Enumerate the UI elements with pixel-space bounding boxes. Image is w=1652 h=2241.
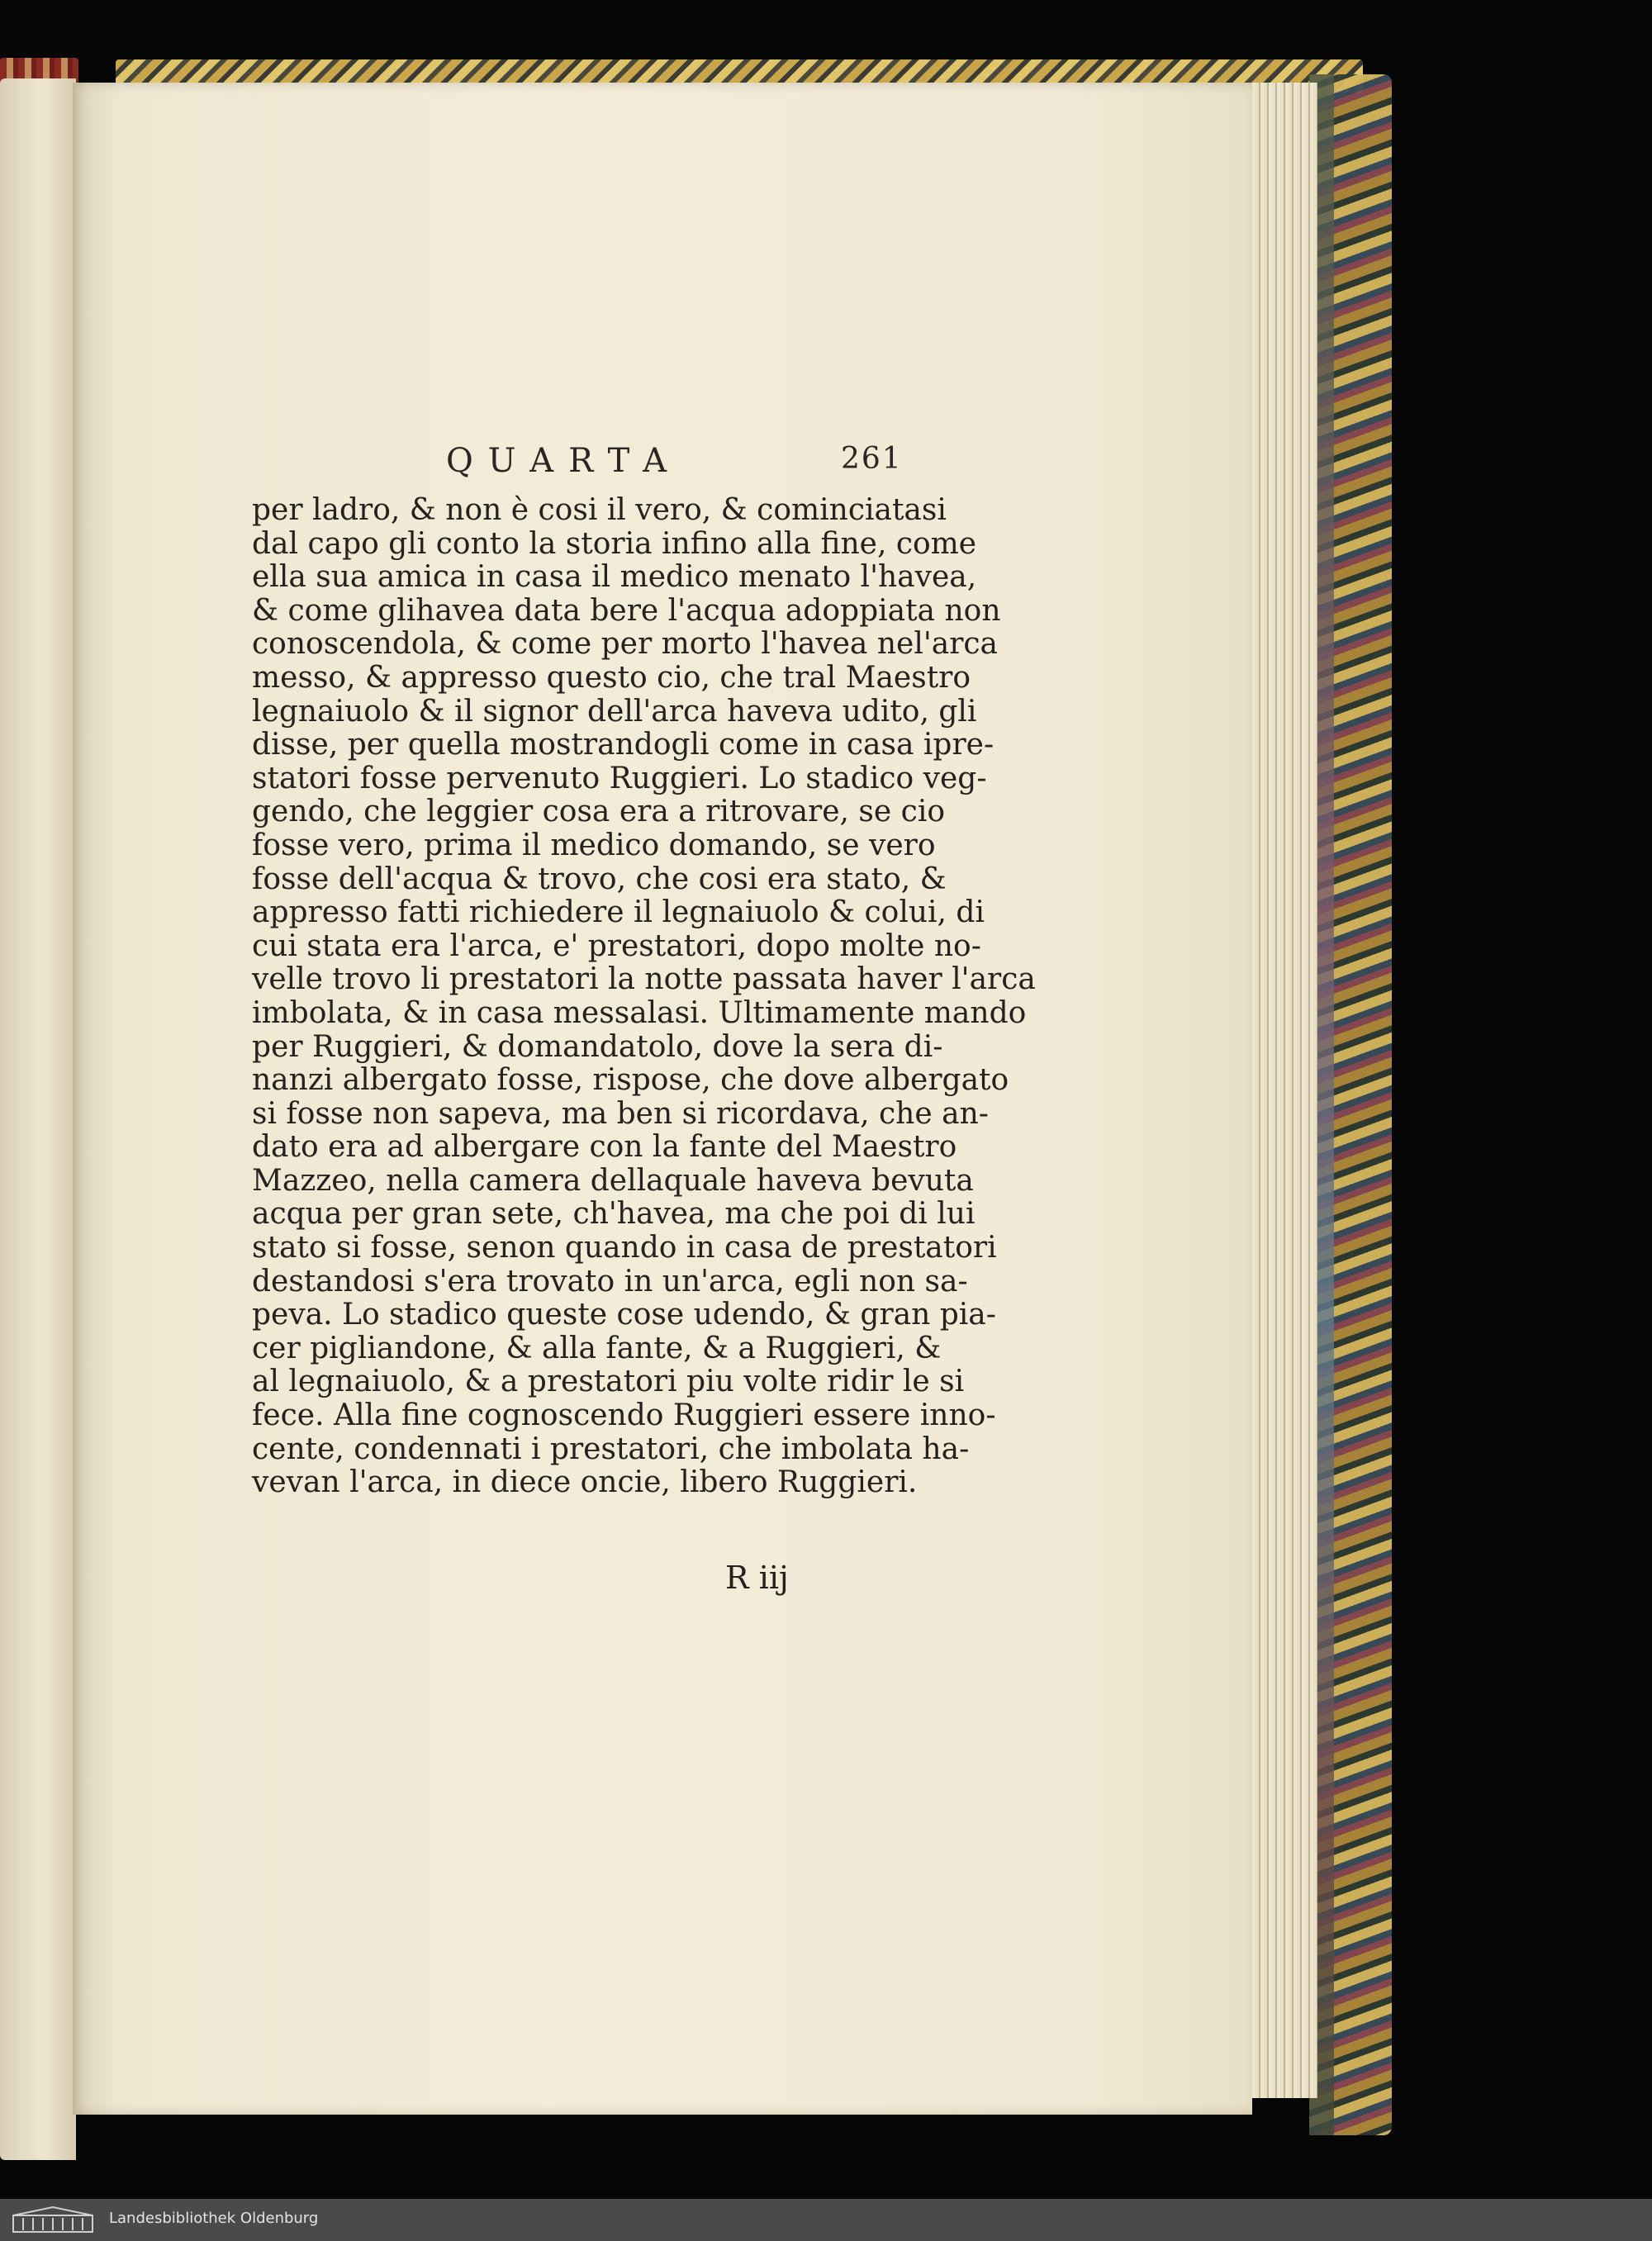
text-line: per ladro, & non è cosi il vero, & cominciatasi xyxy=(252,493,947,527)
text-line: dato era ad albergare con la fante del Maestro xyxy=(252,1130,957,1165)
text-line: Mazzeo, nella camera dellaquale haveva bevuta xyxy=(252,1163,974,1198)
previous-page-edge xyxy=(0,78,76,2160)
text-line: stato si fosse, senon quando in casa de prestatori xyxy=(252,1231,997,1265)
text-line: destandosi s'era trovato in un'arca, egli non sa- xyxy=(252,1264,968,1299)
text-line: cer pigliandone, & alla fante, & a Ruggieri, & xyxy=(252,1331,942,1365)
text-line: imbolata, & in casa messalasi. Ultimamente mando xyxy=(252,995,1027,1030)
text-line: fosse dell'acqua & trovo, che cosi era stato, & xyxy=(252,862,947,896)
text-line: vevan l'arca, in diece oncie, libero Ruggieri. xyxy=(252,1465,918,1500)
text-line: si fosse non sapeva, ma ben si ricordava, che an- xyxy=(252,1096,989,1131)
text-line: velle trovo li prestatori la notte passata haver l'arca xyxy=(252,962,1036,997)
text-line: ella sua amica in casa il medico menato l'havea, xyxy=(252,560,977,595)
text-line: & come glihavea data bere l'acqua adoppiata non xyxy=(252,593,1001,628)
text-line: cente, condennati i prestatori, che imbolata ha- xyxy=(252,1431,970,1466)
text-line: gendo, che leggier cosa era a ritrovare, se cio xyxy=(252,795,946,829)
text-line: peva. Lo stadico queste cose udendo, & gran pia- xyxy=(252,1298,996,1332)
text-line: legnaiuolo & il signor dell'arca haveva udito, gli xyxy=(252,694,977,729)
text-line: disse, per quella mostrandogli come in casa ipre- xyxy=(252,728,995,762)
text-line: per Ruggieri, & domandatolo, dove la sera di- xyxy=(252,1029,943,1064)
text-line: appresso fatti richiedere il legnaiuolo & colui, di xyxy=(252,895,985,930)
text-line: al legnaiuolo, & a prestatori piu volte ridir le si xyxy=(252,1365,965,1399)
text-line: conoscendola, & come per morto l'havea nel'arca xyxy=(252,627,999,662)
text-line: acqua per gran sete, ch'havea, ma che poi di lui xyxy=(252,1197,976,1232)
footer-bar xyxy=(0,2199,1652,2241)
text-line: nanzi albergato fosse, rispose, che dove albergato xyxy=(252,1063,1009,1098)
text-line: cui stata era l'arca, e' prestatori, dopo molte no- xyxy=(252,928,981,963)
signature-mark: R iij xyxy=(725,1560,789,1596)
running-head xyxy=(446,442,909,491)
library-building-icon xyxy=(12,2205,94,2234)
text-line: statori fosse pervenuto Ruggieri. Lo stadico veg- xyxy=(252,761,987,795)
text-line: dal capo gli conto la storia infino alla fine, come xyxy=(252,526,977,561)
running-head-title: QUARTA xyxy=(446,442,681,480)
text-line: fosse vero, prima il medico domando, se vero xyxy=(252,828,936,862)
text-line: messo, & appresso questo cio, che tral Maestro xyxy=(252,660,971,695)
page-number: 261 xyxy=(841,442,903,476)
text-line: fece. Alla fine cognoscendo Ruggieri essere inno- xyxy=(252,1398,996,1433)
body-text xyxy=(252,493,1036,1500)
library-name: Landesbibliothek Oldenburg xyxy=(109,2210,319,2227)
page-fore-edge xyxy=(1247,83,1317,2098)
